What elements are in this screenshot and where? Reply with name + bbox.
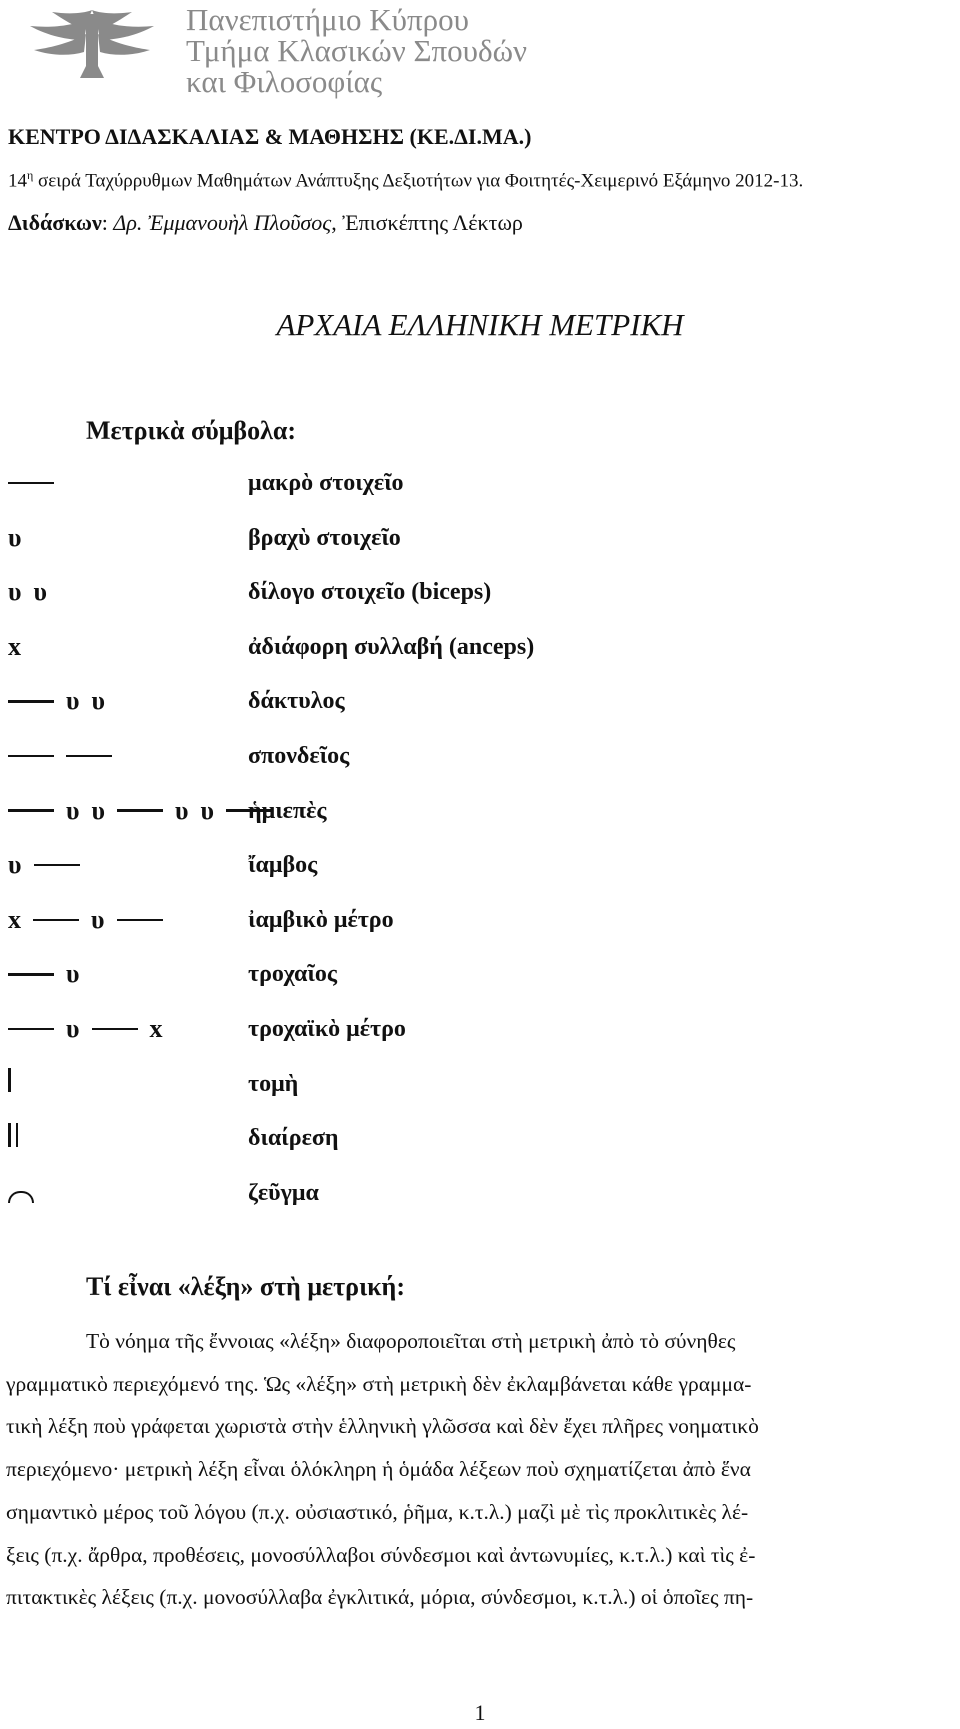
short-mark: υ [66, 686, 80, 716]
long-mark-icon [117, 809, 163, 812]
logo-text [186, 4, 527, 97]
symbol-row [8, 519, 908, 574]
lexi-paragraph [6, 1320, 954, 1619]
symbol-description: βραχὺ στοιχεῖο [248, 524, 401, 551]
long-mark-icon [66, 755, 112, 758]
symbol-row [8, 955, 908, 1010]
series-line [8, 168, 803, 192]
tree-logo-icon [22, 4, 162, 84]
instructor-label: Διδάσκων [8, 210, 102, 235]
symbols-heading: Μετρικὰ σύμβολα: [86, 416, 297, 445]
instructor-name: Δρ. Ἐμμανουὴλ Πλοῦσος [113, 210, 332, 235]
symbol-row [8, 737, 908, 792]
paragraph-line: τικὴ λέξη ποὺ γράφεται χωριστὰ στὴν ἑλληνικὴ γλῶσσα καὶ δὲν ἔχει πλῆρες νοηματικὸ [6, 1414, 759, 1439]
long-mark-icon [8, 809, 54, 812]
university-logo [22, 0, 528, 99]
symbol-row [8, 1065, 908, 1120]
long-mark-icon [8, 973, 54, 976]
symbol-table [8, 464, 908, 1228]
symbol-description: δάκτυλος [248, 688, 345, 715]
long-mark-icon [33, 919, 79, 922]
long-mark-icon [8, 755, 54, 758]
symbol-description: τομὴ [248, 1070, 299, 1097]
page-number: 1 [474, 1700, 486, 1725]
logo-university-name: Πανεπιστήμιο Κύπρου [186, 2, 469, 37]
metric-symbol [8, 959, 92, 989]
metric-symbol [8, 796, 284, 826]
logo-department-name-cont: και Φιλοσοφίας [186, 64, 383, 99]
bar-stroke [8, 1068, 11, 1092]
metric-symbol [8, 632, 33, 662]
instructor-colon: : [101, 210, 114, 235]
symbol-row [8, 901, 908, 956]
logo-department-name: Τμήμα Κλασικών Σπουδών [186, 33, 528, 68]
metric-symbol [8, 850, 92, 880]
symbol-description: διαίρεση [248, 1125, 339, 1152]
symbol-row [8, 846, 908, 901]
long-mark-icon [8, 700, 54, 703]
main-title: ΑΡΧΑΙΑ ΕΛΛΗΝΙΚΗ ΜΕΤΡΙΚΗ [276, 307, 684, 342]
short-mark: υ [200, 795, 214, 825]
diaeresis-icon [8, 1123, 23, 1154]
symbol-row [8, 1010, 908, 1065]
metric-symbol [8, 1014, 175, 1044]
short-mark: υ [91, 686, 105, 716]
anceps-mark: x [8, 631, 21, 661]
series-text: σειρά Ταχύρρυθμων Μαθημάτων Ανάπτυξης Δεξιοτήτων για Φοιτητές-Χειμερινό Εξάμηνο 2012-13. [33, 170, 804, 192]
symbol-description: δίλογο στοιχεῖο (biceps) [248, 579, 492, 606]
short-mark: υ [66, 795, 80, 825]
lexi-heading: Τί εἶναι «λέξη» στὴ μετρική: [86, 1272, 405, 1301]
symbol-description: σπονδεῖος [248, 742, 350, 769]
anceps-mark: x [149, 1013, 163, 1043]
short-mark: υ [8, 850, 22, 880]
instructor-role: , Ἐπισκέπτης Λέκτωρ [331, 210, 523, 235]
long-mark-icon [8, 482, 54, 485]
symbol-row [8, 573, 908, 628]
metric-symbol [8, 1178, 34, 1208]
metric-symbol [8, 686, 117, 716]
paragraph-line: Τὸ νόημα τῆς ἔννοιας «λέξη» διαφοροποιεῖται στὴ μετρικὴ ἀπὸ τὸ σύνηθες [86, 1329, 736, 1353]
symbol-description: μακρὸ στοιχεῖο [248, 470, 404, 496]
symbol-description: ἀδιάφορη συλλαβή (anceps) [248, 633, 535, 660]
series-number: 14 [8, 170, 27, 192]
symbol-row [8, 682, 908, 737]
center-title: ΚΕΝΤΡΟ ΔΙΔΑΣΚΑΛΙΑΣ & ΜΑΘΗΣΗΣ (ΚΕ.ΔΙ.ΜΑ.) [8, 124, 532, 149]
long-mark-icon [92, 1028, 138, 1031]
long-mark-icon [8, 1028, 54, 1031]
metric-symbol [8, 905, 175, 935]
metric-symbol [8, 577, 59, 607]
bar-stroke [16, 1123, 19, 1147]
short-mark: υ [8, 522, 22, 552]
symbol-description: ἴαμβος [248, 852, 318, 879]
symbol-row [8, 792, 908, 847]
anceps-mark: x [8, 904, 21, 934]
short-mark: υ [175, 795, 189, 825]
metric-symbol [8, 523, 34, 553]
paragraph-line: πιτακτικὲς λέξεις (π.χ. μονοσύλλαβα ἐγκλιτικά, μόρια, σύνδεσμοι, κ.τ.λ.) οἱ ὁποῖες πη- [6, 1585, 754, 1610]
short-mark: υ [33, 577, 47, 607]
symbol-description: ἡμιεπὲς [248, 797, 327, 824]
zeugma-arc-icon [8, 1191, 34, 1203]
symbol-row [8, 1174, 908, 1229]
paragraph-line: περιεχόμενο· μετρικὴ λέξη εἶναι ὁλόκληρη ἡ ὁμάδα λέξεων ποὺ σχηματίζεται ἀπὸ ἕνα [6, 1457, 751, 1482]
bar-stroke [8, 1123, 11, 1147]
symbol-description: ἰαμβικὸ μέτρο [248, 906, 394, 933]
short-mark: υ [8, 577, 22, 607]
short-mark: υ [91, 795, 105, 825]
symbol-row [8, 464, 908, 519]
paragraph-line: γραμματικὸ περιεχόμενό της. Ὡς «λέξη» στὴ μετρικὴ δὲν ἐκλαμβάνεται κάθε γραμμα- [6, 1371, 752, 1396]
symbol-description: τροχαῖος [248, 961, 337, 988]
paragraph-line: σημαντικὸ μέρος τοῦ λόγου (π.χ. οὐσιαστικό, ῥῆμα, κ.τ.λ.) μαζὶ μὲ τὶς προκλιτικὲς λέ- [6, 1499, 749, 1524]
long-mark-icon [117, 919, 163, 922]
caesura-icon [8, 1068, 16, 1099]
symbol-description: τροχαϊκὸ μέτρο [248, 1015, 406, 1042]
short-mark: υ [91, 904, 105, 934]
metric-symbol [8, 741, 124, 771]
metric-symbol [8, 1069, 16, 1099]
symbol-row [8, 628, 908, 683]
series-ordinal: η [27, 168, 34, 182]
symbol-description: ζεῦγμα [248, 1179, 319, 1206]
short-mark: υ [66, 1013, 80, 1043]
symbol-row [8, 1119, 908, 1174]
long-mark-icon [34, 864, 80, 867]
metric-symbol [8, 1123, 23, 1153]
metric-symbol [8, 468, 66, 498]
paragraph-line: ξεις (π.χ. ἄρθρα, προθέσεις, μονοσύλλαβοι σύνδεσμοι καὶ ἀντωνυμίες, κ.τ.λ.) καὶ τὶς ἐ- [6, 1542, 756, 1567]
short-mark: υ [66, 959, 80, 989]
instructor-line [8, 210, 523, 236]
